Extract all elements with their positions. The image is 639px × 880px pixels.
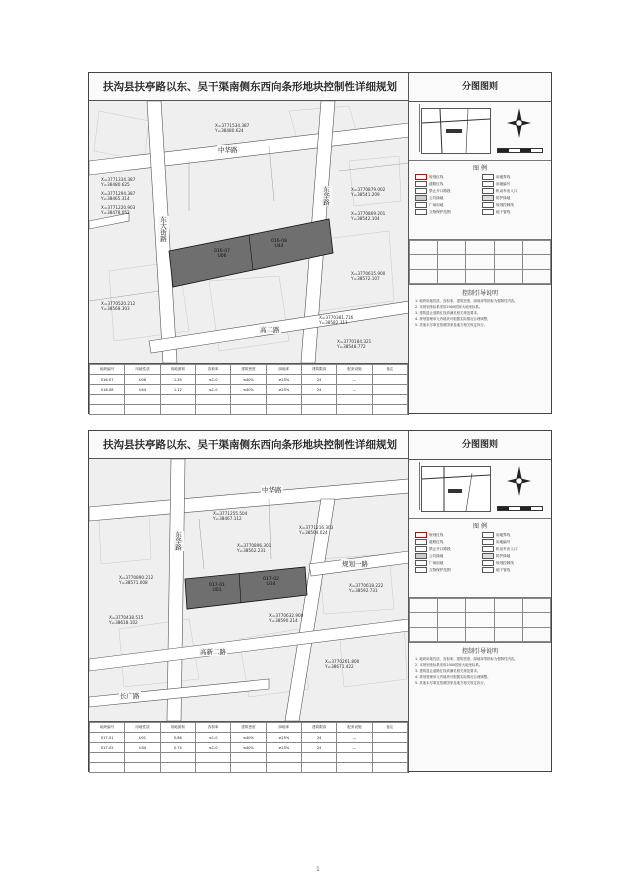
road-label-1: 中华路 [262, 486, 282, 494]
legend-item: 规划控制线 [482, 202, 545, 208]
road-label-3: 规划一路 [342, 560, 368, 568]
legend-item: 防护绿地 [482, 195, 545, 201]
legend-item: 道路红线 [415, 539, 478, 545]
scale-bar [497, 506, 543, 511]
road-label-2: 东华路 [174, 531, 182, 551]
inset-map [421, 466, 491, 512]
legend-item: 禁止开口路段 [415, 546, 478, 552]
indicator-table [409, 598, 551, 643]
legend-item: 用地界线 [482, 532, 545, 538]
sheet-title: 扶沟县扶亭路以东、吴干渠南侧东西向条形地块控制性详细规划 [89, 73, 409, 101]
legend-item: 用地界线 [482, 174, 545, 180]
coordinate-label: X=3770879.002 Y=38541.209 [351, 187, 386, 197]
parcel-label: 016-08 U44 [271, 239, 287, 249]
planning-map [89, 101, 409, 363]
coordinate-label: X=3770632.900 Y=38590.214 [269, 613, 304, 623]
location-map [409, 460, 551, 519]
coordinate-label: X=3771216.303 Y=38504.024 [299, 525, 334, 535]
legend-item: 用地编号 [482, 539, 545, 545]
location-map [409, 102, 551, 161]
coordinate-label: X=3770618.222 Y=38592.731 [349, 583, 384, 593]
parcel-label: 017-01 U01 [209, 583, 225, 593]
north-arrow-icon [505, 464, 533, 498]
legend-item: 机动车出入口 [482, 188, 545, 194]
table-row: 017-02 U34 0.74 ≤1.0 ≤40% ≥25% 24 — [90, 743, 408, 753]
coordinate-label: X=3770896.301 Y=38562.231 [237, 543, 272, 553]
coordinate-label: X=3770184.321 Y=38548.772 [337, 339, 372, 349]
legend-item: 规划控制线 [482, 560, 545, 566]
planning-map [89, 459, 409, 721]
legend [409, 161, 551, 240]
legend-item: 机动车出入口 [482, 546, 545, 552]
inset-map [421, 108, 491, 154]
index-table: 地块编号 用地性质 用地面积 容积率 建筑密度 绿地率 建筑限高 配套设施 备注 017-01 U01 0.86 ≤1.0 ≤40% ≥25% 24 — 017-02 U34 0.74 ≤1.0 ≤40% ≥25% 24 — [89, 721, 409, 773]
road-label-4: 高二路 [260, 326, 280, 334]
parcel-label: 016-07 U06 [214, 249, 230, 259]
coordinate-label: X=3770261.800 Y=38671.422 [325, 659, 360, 669]
table-row: 016-07 U06 1.35 ≤1.0 ≤40% ≥25% 24 — [90, 375, 408, 385]
legend [409, 519, 551, 598]
coordinate-label: X=3771255.504 Y=38467.112 [213, 511, 248, 521]
coordinate-label: X=3771534.387 Y=38480.624 [215, 123, 250, 133]
legend-item: 广场用地 [415, 202, 478, 208]
road-label-2: 东大街路 [159, 216, 167, 242]
coordinate-label: X=3770520.212 Y=38568.303 [101, 301, 136, 311]
parcel-label: 017-02 U34 [263, 577, 279, 587]
notes-title: 控制引导说明 [461, 648, 498, 655]
notes: 1. 地块用地性质、容积率、建筑密度、绿地率等指标为强制性内容。 2. 本规划坐标系采用2000国家大地坐标系。 3. 建筑退让道路红线须满足相关规范要求。 4. 规划管理单元内地块可根据实际情况合理调整。 5. 其他未尽事宜按照国家及地方相关规定执行。 [415, 299, 518, 327]
road-label-5: 长广路 [120, 692, 140, 700]
north-arrow-icon [505, 106, 533, 140]
side-panel [409, 73, 551, 413]
table-row: 017-01 U01 0.86 ≤1.0 ≤40% ≥25% 24 — [90, 733, 408, 743]
legend-item: 规划红线 [415, 174, 478, 180]
legend-item: 公共绿地 [415, 195, 478, 201]
legend-item: 文物保护范围 [415, 567, 478, 573]
plan-sheet-1 [88, 72, 552, 414]
legend-title: 图 例 [473, 523, 487, 530]
legend-item: 禁止开口路段 [415, 188, 478, 194]
side-panel [409, 431, 551, 771]
legend-item: 用地编号 [482, 181, 545, 187]
legend-item: 防护绿地 [482, 553, 545, 559]
plan-sheet-2 [88, 430, 552, 772]
page-number: 1 [316, 866, 320, 873]
coordinate-label: X=3770381.716 Y=38582.311 [319, 315, 354, 325]
sheet-title: 扶沟县扶亭路以东、吴干渠南侧东西向条形地块控制性详细规划 [89, 431, 409, 459]
legend-title: 图 例 [473, 165, 487, 172]
road-label-4: 高新二路 [200, 648, 226, 656]
coordinate-label: X=3771294.387 Y=38465.314 [101, 191, 136, 201]
coordinate-label: X=3770890.212 Y=38571.008 [119, 575, 154, 585]
road-label-1: 中华路 [218, 146, 238, 154]
notes: 1. 地块用地性质、容积率、建筑密度、绿地率等指标为强制性内容。 2. 本规划坐标系采用2000国家大地坐标系。 3. 建筑退让道路红线须满足相关规范要求。 4. 规划管理单元内地块可根据实际情况合理调整。 5. 其他未尽事宜按照国家及地方相关规定执行。 [415, 657, 518, 685]
side-title: 分图图则 [409, 73, 551, 102]
table-row: 016-08 U44 1.12 ≤1.0 ≤40% ≥25% 24 — [90, 385, 408, 395]
coordinate-label: X=3771334.387 Y=38480.625 [101, 177, 136, 187]
coordinate-label: X=3770869.201 Y=38542.104 [351, 211, 386, 221]
map-drawing [89, 101, 409, 363]
index-table: 地块编号 用地性质 用地面积 容积率 建筑密度 绿地率 建筑限高 配套设施 备注 016-07 U06 1.35 ≤1.0 ≤40% ≥25% 24 — 016-08 U44 1.12 ≤1.0 ≤40% ≥25% 24 — [89, 363, 409, 415]
legend-item: 规划红线 [415, 532, 478, 538]
coordinate-label: X=3770438.515 Y=38618.102 [109, 615, 144, 625]
road-label-3: 东华路 [322, 186, 330, 206]
coordinate-label: X=3770615.900 Y=38572.107 [351, 271, 386, 281]
legend-item: 地下管线 [482, 567, 545, 573]
legend-item: 文物保护范围 [415, 209, 478, 215]
legend-item: 广场用地 [415, 560, 478, 566]
notes-title: 控制引导说明 [461, 290, 498, 297]
legend-item: 道路红线 [415, 181, 478, 187]
scale-bar [497, 148, 543, 153]
side-title: 分图图则 [409, 431, 551, 460]
legend-item: 公共绿地 [415, 553, 478, 559]
legend-item: 地下管线 [482, 209, 545, 215]
coordinate-label: X=3771220.903 Y=38478.052 [101, 205, 136, 215]
indicator-table [409, 240, 551, 285]
